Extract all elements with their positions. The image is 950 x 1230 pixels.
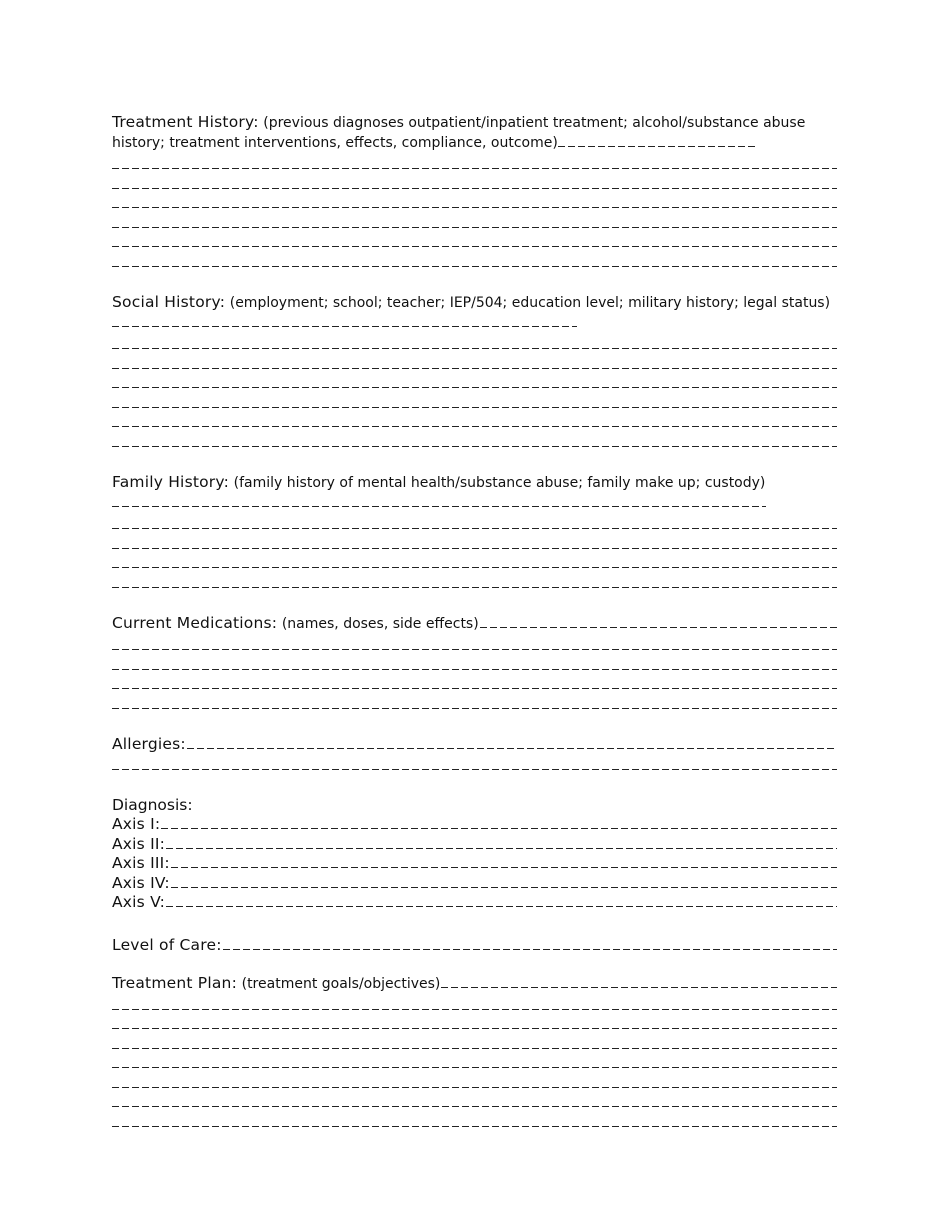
answer-line[interactable]: [112, 173, 837, 193]
family-history-section: [112, 472, 837, 591]
answer-line[interactable]: [112, 251, 837, 271]
answer-line[interactable]: [112, 1111, 837, 1131]
answer-line[interactable]: [112, 212, 837, 232]
axis-label: Axis II:: [112, 834, 166, 853]
axis-label: Axis IV:: [112, 873, 170, 892]
answer-line[interactable]: [112, 1072, 837, 1092]
treatment-plan-description: (treatment goals/objectives): [241, 975, 441, 992]
allergies-title: Allergies:: [112, 735, 186, 753]
answer-line[interactable]: [112, 1013, 837, 1033]
axis-row: [112, 835, 837, 855]
answer-line[interactable]: [480, 616, 837, 628]
treatment-history-title: Treatment History:: [112, 113, 259, 131]
answer-line[interactable]: [112, 533, 837, 553]
answer-line[interactable]: [112, 572, 837, 592]
family-history-prompt: [112, 472, 837, 513]
axis-label: Axis III:: [112, 854, 170, 872]
axis-row: [112, 815, 837, 835]
answer-line[interactable]: [112, 513, 837, 533]
answer-line[interactable]: [112, 333, 837, 353]
answer-line[interactable]: [171, 876, 837, 888]
treatment-history-answer-lines: [112, 153, 837, 270]
social-history-prompt: [112, 292, 837, 333]
social-history-title: Social History:: [112, 293, 226, 311]
level-of-care-section: [112, 935, 837, 955]
answer-line[interactable]: [112, 411, 837, 431]
treatment-history-prompt: [112, 112, 837, 153]
answer-line[interactable]: [112, 994, 837, 1014]
answer-line[interactable]: [112, 1033, 837, 1053]
allergies-prompt: [112, 734, 837, 754]
answer-line[interactable]: [112, 673, 837, 693]
answer-line[interactable]: [558, 135, 756, 147]
social-history-description: (employment; school; teacher; IEP/504; education level; military history; legal status): [229, 295, 831, 311]
answer-line[interactable]: [112, 693, 837, 713]
answer-line[interactable]: [112, 231, 837, 251]
answer-line[interactable]: [112, 392, 837, 412]
answer-line[interactable]: [112, 634, 837, 654]
answer-line[interactable]: [112, 495, 766, 507]
family-history-title: Family History:: [112, 473, 230, 491]
answer-line[interactable]: [112, 372, 837, 392]
diagnosis-section: [112, 796, 837, 913]
axis-label: Axis I:: [112, 815, 161, 833]
answer-line[interactable]: [223, 938, 837, 950]
answer-line[interactable]: [166, 837, 837, 849]
answer-line[interactable]: [112, 1052, 837, 1072]
intake-form-page: [112, 112, 837, 1152]
social-history-answer-lines: [112, 333, 837, 450]
level-of-care-prompt: [112, 935, 837, 955]
answer-line[interactable]: [112, 315, 577, 327]
treatment-plan-answer-lines: [112, 994, 837, 1131]
treatment-plan-prompt: [112, 973, 837, 994]
answer-line[interactable]: [112, 192, 837, 212]
current-medications-section: [112, 613, 837, 712]
social-history-section: [112, 292, 837, 450]
answer-line[interactable]: [112, 353, 837, 373]
axis-row: [112, 874, 837, 894]
treatment-history-description: (previous diagnoses outpatient/inpatient treatment; alcohol/substance abuse history; treatment interventions, effects, compliance, outcome): [112, 115, 806, 151]
answer-line[interactable]: [112, 431, 837, 451]
answer-line[interactable]: [112, 654, 837, 674]
answer-line[interactable]: [161, 817, 837, 829]
axis-row: [112, 893, 837, 913]
current-medications-title: Current Medications:: [112, 614, 278, 632]
answer-line[interactable]: [112, 1091, 837, 1111]
treatment-history-section: [112, 112, 837, 270]
level-of-care-title: Level of Care:: [112, 935, 222, 954]
answer-line[interactable]: [112, 552, 837, 572]
diagnosis-title: Diagnosis:: [112, 795, 193, 814]
answer-line[interactable]: [171, 856, 837, 868]
current-medications-answer-lines: [112, 634, 837, 712]
answer-line[interactable]: [187, 737, 837, 749]
axis-label: Axis V:: [112, 893, 166, 911]
current-medications-prompt: [112, 613, 837, 634]
answer-line[interactable]: [166, 895, 837, 907]
family-history-description: (family history of mental health/substance abuse; family make up; custody): [233, 475, 766, 491]
answer-line[interactable]: [441, 976, 837, 988]
axis-row: [112, 854, 837, 874]
current-medications-description: (names, doses, side effects): [281, 616, 479, 632]
treatment-plan-title: Treatment Plan:: [112, 973, 237, 992]
answer-line[interactable]: [112, 153, 837, 173]
treatment-plan-section: [112, 973, 837, 1131]
family-history-answer-lines: [112, 513, 837, 591]
allergies-section: [112, 734, 837, 774]
answer-line[interactable]: [112, 754, 837, 774]
